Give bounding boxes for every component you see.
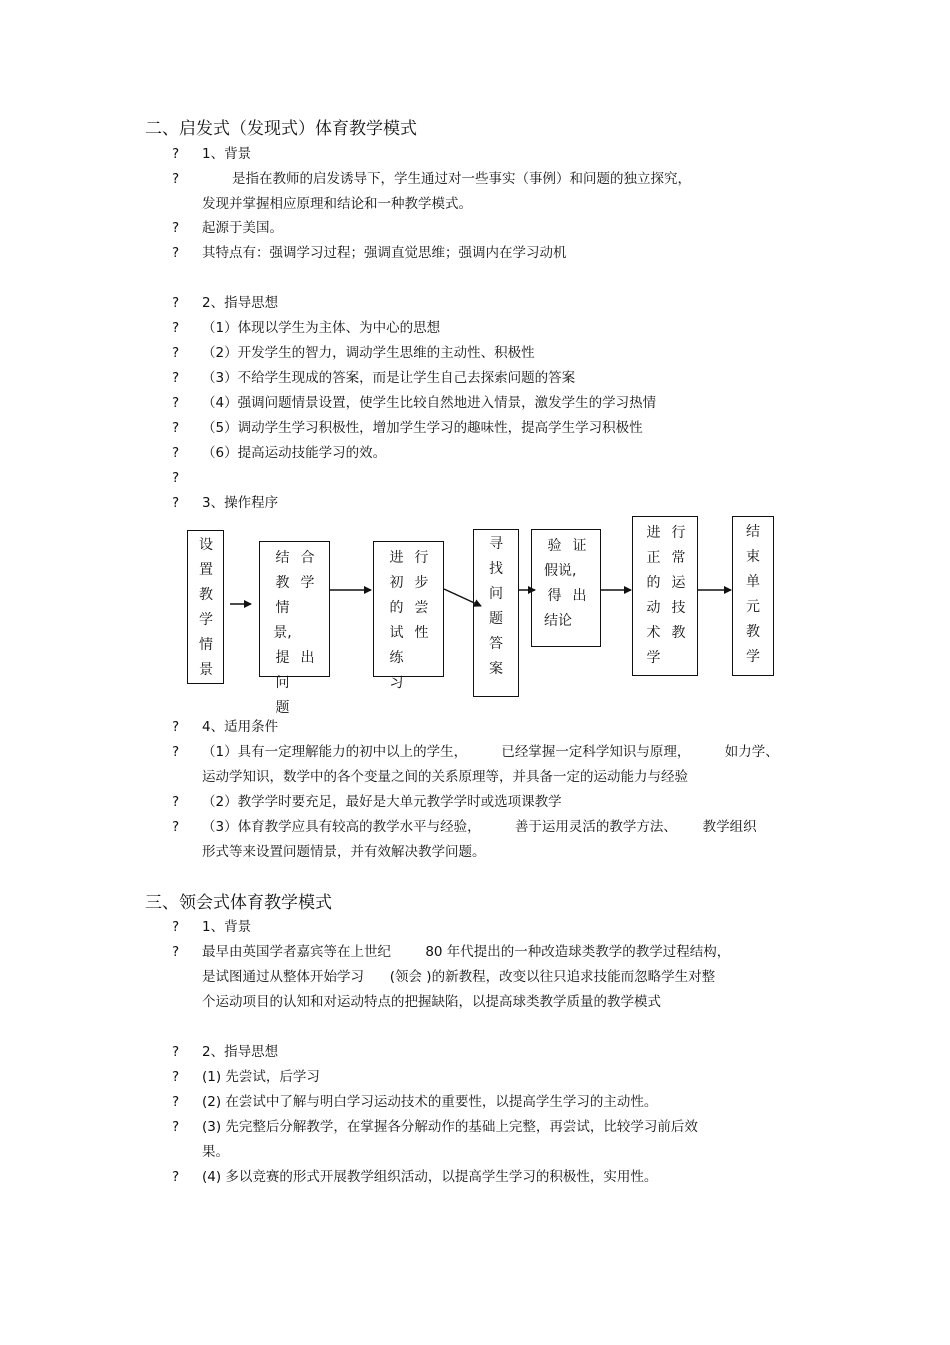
continuation-line: 个运动项目的认知和对运动特点的把握缺陷，以提高球类教学质量的教学模式: [202, 994, 661, 1010]
flow-step-6: [632, 516, 698, 676]
flow-step-char: 初: [389, 575, 404, 591]
flow-arrow: [444, 589, 481, 606]
flow-step-char: [666, 646, 691, 671]
continuation-line: 发现并掌握相应原理和结论和一种教学模式。: [202, 196, 472, 212]
flow-step-char: 情景,: [273, 600, 292, 641]
flow-step-char: 出: [300, 650, 315, 666]
flow-step-char: 的: [389, 600, 404, 616]
flow-step-1: 设置教学情景: [187, 530, 224, 684]
flow-step-char: [295, 671, 320, 721]
flow-step-5-char: 验: [547, 538, 562, 554]
flow-step-char: 性: [414, 625, 429, 641]
flow-step-2: [259, 541, 330, 716]
flow-step-char: 动: [646, 600, 661, 616]
continuation-line: 运动学知识，数学中的各个变量之间的关系原理等，并具备一定的运动能力与经验: [202, 769, 688, 785]
flow-step-char: 运: [671, 575, 686, 591]
flow-step-7: 结束单元教学: [732, 516, 774, 676]
flow-step-char: 进: [646, 525, 661, 541]
continuation-line: 果。: [202, 1144, 229, 1160]
flow-step-char: 行: [414, 550, 429, 566]
flow-step-char: 进: [389, 550, 404, 566]
flow-step-char: [409, 646, 434, 696]
flow-step-5: [531, 529, 601, 647]
flow-step-char: 学: [300, 575, 315, 591]
flow-step-char: 教: [671, 625, 686, 641]
flow-step-5-char: 出: [572, 588, 587, 604]
flow-step-5-line: 假说,: [544, 563, 577, 579]
flow-step-5-line: 结论: [544, 613, 572, 629]
flow-step-5-char: 得: [547, 588, 562, 604]
flow-step-char: 提: [275, 650, 290, 666]
flow-step-char: 行: [671, 525, 686, 541]
flow-step-char: 技: [671, 600, 686, 616]
continuation-line: 形式等来设置问题情景，并有效解决教学问题。: [202, 844, 486, 860]
flow-step-char: 正: [646, 550, 661, 566]
flow-step-char: 常: [671, 550, 686, 566]
flow-step-char: 结: [275, 550, 290, 566]
flow-step-5-char: 证: [572, 538, 587, 554]
flow-step-char: 学: [646, 650, 661, 666]
flow-step-char: 合: [300, 550, 315, 566]
flow-step-char: 练习: [389, 650, 404, 691]
section2-heading: 二、启发式（发现式）体育教学模式: [145, 119, 417, 139]
section3-heading: 三、领会式体育教学模式: [145, 893, 332, 913]
flow-step-char: 术: [646, 625, 661, 641]
document-page: 二、启发式（发现式）体育教学模式 ? 1、背景 ? 是指在教师的启发诱导下，学生通过对一些事实（事例）和问题的独立探究， 发现并掌握相应原理和结论和一种教学模式。 ? 起源于美国。 ? 其特点有：强调学习过程；强调直觉思维；强调内在学习动机 ? 2、指导思想 ? （1）体现以学生为主体、为中心的思想 ? （2）开发学生的智力，调动学生思维的主动性、积极性 ? （3）不给学生现成的答案，而是让学生自己去探索问题的答案 ? （4）强调问题情景设置，使学生比较自然地进入情景，激发学生的学习热情 ? （5）调动学生学习积极性，增加学生学习的趣味性，提高学生学习积极性 ? （6）提高运动技能学习的效。 ? ? 3、操作程序 设置教学情景 结 合 教 学 情景, 提 出 问题 进 行 初 步 的 尝 试 性 练习 寻找问题答案 验 证 假说, 得 出 结论 进 行 正 常 的 运 动 技 术 教 学 结束单元教学 ? 4、适用条件 ? （1）具有一定理解能力的初中以上的学生， 已经掌握一定科学知识与原理， 如力学、 运动学知识，数学中的各个变量之间的关系原理等，并具备一定的运动能力与经验 ? （2）教学学时要充足，最好是大单元教学学时或选项课教学 ? （3）体育教学应具有较高的教学水平与经验， 善于运用灵活的教学方法、 教学组织 形式等来设置问题情景，并有效解决教学问题。 三、领会式体育教学模式 ? 1、背景 ? 最早由英国学者嘉宾等在上世纪 80 年代提出的一种改造球类教学的教学过程结构， 是试图通过从整体开始学习 (领会 )的新教程，改变以往只追求技能而忽略学生对整 个运动项目的认知和对运动特点的把握缺陷，以提高球类教学质量的教学模式 ? 2、指导思想 ? (1) 先尝试，后学习 ? (2) 在尝试中了解与明白学习运动技术的重要性，以提高学生学习的主动性。 ? (3) 先完整后分解教学，在掌握各分解动作的基础上完整，再尝试，比较学习前后效 果。 ? (4) 多以竞赛的形式开展教学组织活动，以提高学生学习的积极性，实用性。: [0, 0, 950, 1345]
flow-step-char: 尝: [414, 600, 429, 616]
flow-step-char: 步: [414, 575, 429, 591]
continuation-line: 是试图通过从整体开始学习 (领会 )的新教程，改变以往只追求技能而忽略学生对整: [202, 969, 716, 985]
flow-step-char: 的: [646, 575, 661, 591]
flow-step-char: 问题: [275, 675, 290, 716]
flow-step-char: 试: [389, 625, 404, 641]
flow-step-char: [295, 596, 320, 646]
flow-step-3: [373, 541, 444, 691]
flow-step-4: 寻找问题答案: [473, 529, 519, 697]
flow-step-char: 教: [275, 575, 290, 591]
